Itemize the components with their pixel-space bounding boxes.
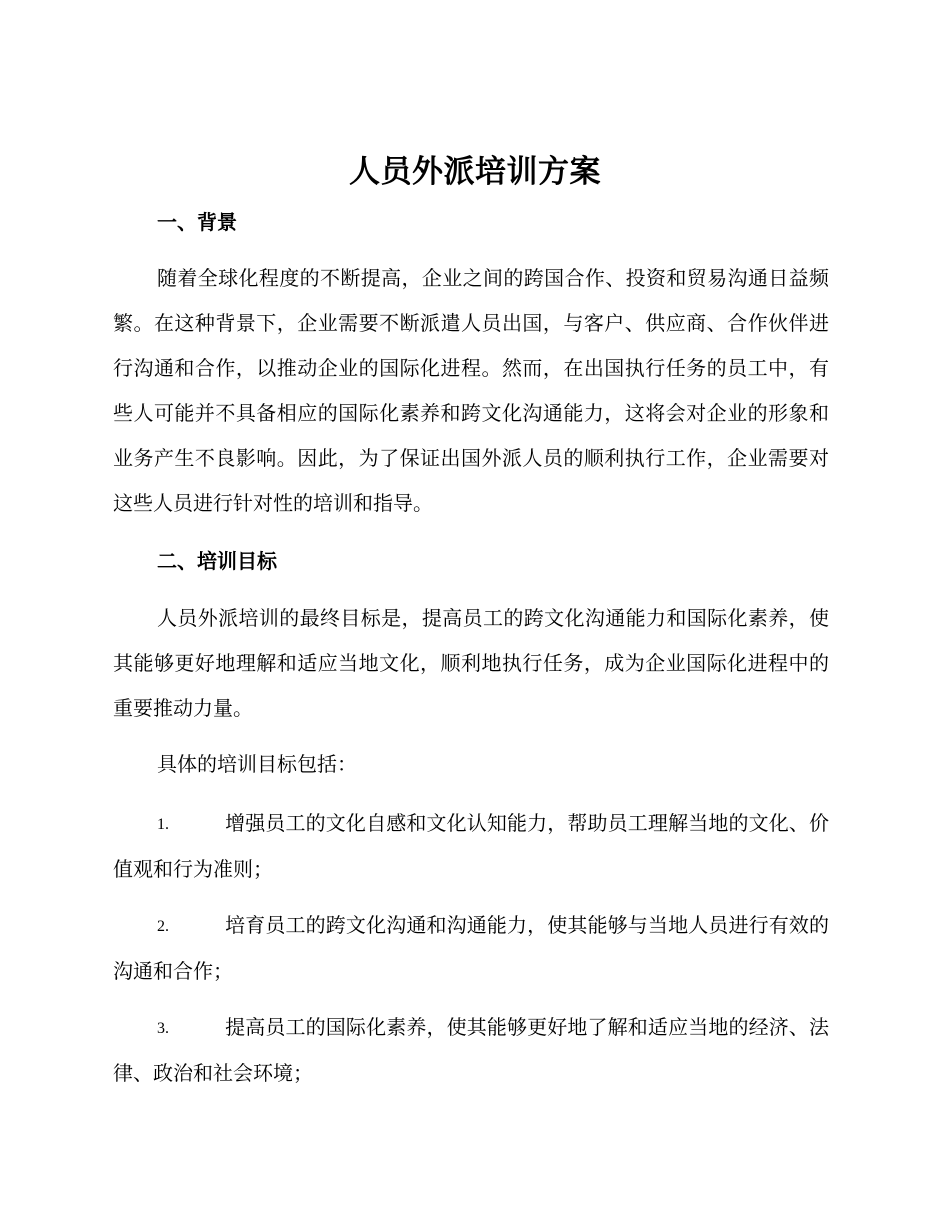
list-item-text: 提高员工的国际化素养，使其能够更好地了解和适应当地的经济、法律、政治和社会环境； xyxy=(113,1015,829,1085)
list-item xyxy=(113,903,829,994)
background-paragraph: 随着全球化程度的不断提高，企业之间的跨国合作、投资和贸易沟通日益频繁。在这种背景下，企业需要不断派遣人员出国，与客户、供应商、合作伙伴进行沟通和合作，以推动企业的国际化进程。然而，在出国执行任务的员工中，有些人可能并不具备相应的国际化素养和跨文化沟通能力，这将会对企业的形象和业务产生不良影响。因此，为了保证出国外派人员的顺利执行工作，企业需要对这些人员进行针对性的培训和指导。 xyxy=(113,266,829,515)
section-heading-training-goals: 二、培训目标 xyxy=(157,549,277,573)
list-item-number: 2. xyxy=(157,918,169,935)
list-item-text: 增强员工的文化自感和文化认知能力，帮助员工理解当地的文化、价值观和行为准则； xyxy=(113,811,829,881)
list-item xyxy=(113,1005,829,1096)
specific-goals-intro: 具体的培训目标包括： xyxy=(157,752,357,776)
list-item-number: 3. xyxy=(157,1020,169,1037)
list-item xyxy=(113,801,829,892)
training-goals-paragraph: 人员外派培训的最终目标是，提高员工的跨文化沟通能力和国际化素养，使其能够更好地理解和适应当地文化，顺利地执行任务，成为企业国际化进程中的重要推动力量。 xyxy=(113,606,829,720)
list-item-text: 培育员工的跨文化沟通和沟通能力，使其能够与当地人员进行有效的沟通和合作； xyxy=(113,913,829,983)
section-heading-background: 一、背景 xyxy=(157,210,237,234)
list-item-number: 1. xyxy=(157,816,169,833)
document-title: 人员外派培训方案 xyxy=(349,154,601,190)
